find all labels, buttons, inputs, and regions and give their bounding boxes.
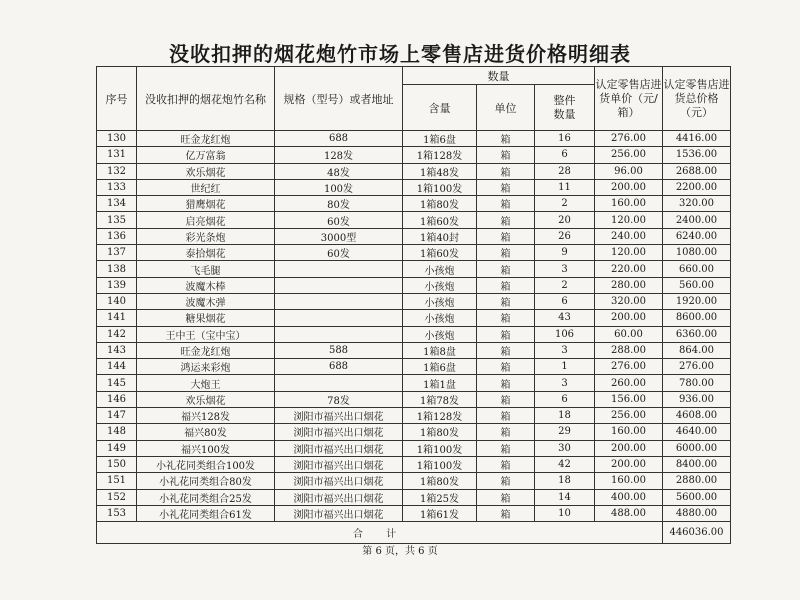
row-unit: 箱	[477, 359, 535, 375]
row-total-price: 8400.00	[663, 456, 731, 472]
row-seq: 150	[97, 456, 137, 472]
row-spec: 浏阳市福兴出口烟花	[275, 489, 403, 505]
row-seq: 131	[97, 147, 137, 163]
row-count: 6	[535, 147, 595, 163]
row-unit: 箱	[477, 179, 535, 195]
row-seq: 152	[97, 489, 137, 505]
header-total-price: 认定零售店进货总价格（元）	[663, 67, 731, 131]
row-total-price: 4640.00	[663, 424, 731, 440]
row-unit-price: 160.00	[595, 424, 663, 440]
row-total-price: 1536.00	[663, 147, 731, 163]
row-name: 猎鹰烟花	[137, 196, 275, 212]
row-unit-price: 160.00	[595, 473, 663, 489]
table-row	[97, 489, 731, 505]
row-spec: 浏阳市福兴出口烟花	[275, 473, 403, 489]
row-count: 29	[535, 424, 595, 440]
row-total-price: 4880.00	[663, 505, 731, 521]
row-spec: 60发	[275, 212, 403, 228]
row-unit-price: 160.00	[595, 196, 663, 212]
row-count: 106	[535, 326, 595, 342]
row-unit: 箱	[477, 245, 535, 261]
price-table	[96, 66, 731, 544]
table-row	[97, 391, 731, 407]
row-unit: 箱	[477, 163, 535, 179]
grand-total: 446036.00	[663, 522, 731, 544]
row-total-price: 5600.00	[663, 489, 731, 505]
row-unit: 箱	[477, 326, 535, 342]
row-content: 1箱128发	[403, 408, 477, 424]
row-content: 小孩炮	[403, 293, 477, 309]
table-row	[97, 228, 731, 244]
row-spec: 48发	[275, 163, 403, 179]
row-content: 1箱6盘	[403, 359, 477, 375]
row-spec: 688	[275, 131, 403, 147]
row-unit: 箱	[477, 375, 535, 391]
row-seq: 133	[97, 179, 137, 195]
row-name: 波魔木弹	[137, 293, 275, 309]
row-total-price: 660.00	[663, 261, 731, 277]
row-total-price: 2880.00	[663, 473, 731, 489]
row-spec: 浏阳市福兴出口烟花	[275, 440, 403, 456]
table-row	[97, 456, 731, 472]
row-unit-price: 488.00	[595, 505, 663, 521]
row-count: 20	[535, 212, 595, 228]
row-content: 1箱78发	[403, 391, 477, 407]
row-name: 小礼花同类组合25发	[137, 489, 275, 505]
row-spec: 浏阳市福兴出口烟花	[275, 505, 403, 521]
row-total-price: 4416.00	[663, 131, 731, 147]
row-count: 9	[535, 245, 595, 261]
row-count: 43	[535, 310, 595, 326]
row-unit-price: 256.00	[595, 147, 663, 163]
row-total-price: 1080.00	[663, 245, 731, 261]
row-name: 彩光条炮	[137, 228, 275, 244]
table-body	[97, 131, 731, 522]
row-name: 糖果烟花	[137, 310, 275, 326]
row-content: 1箱6盘	[403, 131, 477, 147]
row-name: 波魔木棒	[137, 277, 275, 293]
row-unit: 箱	[477, 408, 535, 424]
row-unit: 箱	[477, 489, 535, 505]
row-total-price: 6360.00	[663, 326, 731, 342]
row-name: 王中王（宝中宝）	[137, 326, 275, 342]
row-seq: 136	[97, 228, 137, 244]
row-unit-price: 260.00	[595, 375, 663, 391]
row-count: 18	[535, 408, 595, 424]
row-unit-price: 200.00	[595, 179, 663, 195]
row-name: 启亮烟花	[137, 212, 275, 228]
row-count: 18	[535, 473, 595, 489]
table-row	[97, 261, 731, 277]
row-unit-price: 200.00	[595, 456, 663, 472]
table-row	[97, 326, 731, 342]
row-count: 3	[535, 261, 595, 277]
row-name: 泰拾烟花	[137, 245, 275, 261]
row-count: 26	[535, 228, 595, 244]
row-seq: 146	[97, 391, 137, 407]
row-content: 1箱80发	[403, 473, 477, 489]
row-seq: 145	[97, 375, 137, 391]
row-unit-price: 96.00	[595, 163, 663, 179]
table-row	[97, 212, 731, 228]
row-content: 1箱100发	[403, 456, 477, 472]
row-count: 2	[535, 277, 595, 293]
row-spec	[275, 310, 403, 326]
table-row	[97, 408, 731, 424]
row-spec: 688	[275, 359, 403, 375]
row-seq: 149	[97, 440, 137, 456]
header-spec: 规格（型号）或者地址	[275, 67, 403, 131]
table-row	[97, 196, 731, 212]
row-unit-price: 240.00	[595, 228, 663, 244]
table-row	[97, 424, 731, 440]
row-unit-price: 60.00	[595, 326, 663, 342]
table-row	[97, 163, 731, 179]
header-name: 没收扣押的烟花炮竹名称	[137, 67, 275, 131]
row-total-price: 1920.00	[663, 293, 731, 309]
row-unit: 箱	[477, 424, 535, 440]
row-spec	[275, 375, 403, 391]
row-unit-price: 276.00	[595, 359, 663, 375]
table-row	[97, 179, 731, 195]
row-seq: 140	[97, 293, 137, 309]
row-name: 欢乐烟花	[137, 163, 275, 179]
row-unit-price: 276.00	[595, 131, 663, 147]
row-content: 1箱80发	[403, 196, 477, 212]
row-unit-price: 400.00	[595, 489, 663, 505]
row-name: 小礼花同类组合100发	[137, 456, 275, 472]
row-total-price: 2200.00	[663, 179, 731, 195]
row-content: 1箱100发	[403, 179, 477, 195]
row-unit: 箱	[477, 293, 535, 309]
row-content: 1箱40封	[403, 228, 477, 244]
row-total-price: 780.00	[663, 375, 731, 391]
page-title: 没收扣押的烟花炮竹市场上零售店进货价格明细表	[169, 42, 631, 66]
header-seq: 序号	[97, 67, 137, 131]
table-row	[97, 342, 731, 358]
row-unit-price: 256.00	[595, 408, 663, 424]
row-content: 1箱61发	[403, 505, 477, 521]
row-spec: 80发	[275, 196, 403, 212]
row-unit-price: 280.00	[595, 277, 663, 293]
row-count: 42	[535, 456, 595, 472]
table-row	[97, 505, 731, 521]
row-count: 3	[535, 375, 595, 391]
table-row	[97, 293, 731, 309]
row-unit: 箱	[477, 505, 535, 521]
row-spec: 60发	[275, 245, 403, 261]
row-unit-price: 120.00	[595, 245, 663, 261]
table-row	[97, 359, 731, 375]
row-content: 1箱100发	[403, 440, 477, 456]
row-count: 6	[535, 391, 595, 407]
row-total-price: 560.00	[663, 277, 731, 293]
row-seq: 134	[97, 196, 137, 212]
row-total-price: 864.00	[663, 342, 731, 358]
row-name: 福兴128发	[137, 408, 275, 424]
row-unit-price: 288.00	[595, 342, 663, 358]
row-name: 小礼花同类组合80发	[137, 473, 275, 489]
row-content: 小孩炮	[403, 277, 477, 293]
row-unit: 箱	[477, 456, 535, 472]
row-name: 世纪红	[137, 179, 275, 195]
row-name: 飞毛腿	[137, 261, 275, 277]
row-unit-price: 120.00	[595, 212, 663, 228]
row-unit: 箱	[477, 310, 535, 326]
row-name: 旺金龙红炮	[137, 131, 275, 147]
row-spec: 浏阳市福兴出口烟花	[275, 424, 403, 440]
row-content: 1箱80发	[403, 424, 477, 440]
row-total-price: 276.00	[663, 359, 731, 375]
row-spec: 128发	[275, 147, 403, 163]
row-total-price: 4608.00	[663, 408, 731, 424]
row-name: 旺金龙红炮	[137, 342, 275, 358]
row-content: 1箱8盘	[403, 342, 477, 358]
row-total-price: 8600.00	[663, 310, 731, 326]
row-content: 小孩炮	[403, 310, 477, 326]
row-content: 1箱48发	[403, 163, 477, 179]
row-content: 1箱1盘	[403, 375, 477, 391]
row-count: 16	[535, 131, 595, 147]
row-unit: 箱	[477, 228, 535, 244]
row-spec	[275, 293, 403, 309]
row-seq: 148	[97, 424, 137, 440]
row-count: 6	[535, 293, 595, 309]
row-name: 大炮王	[137, 375, 275, 391]
table-row	[97, 375, 731, 391]
row-spec: 浏阳市福兴出口烟花	[275, 456, 403, 472]
row-seq: 139	[97, 277, 137, 293]
row-unit-price: 220.00	[595, 261, 663, 277]
row-count: 11	[535, 179, 595, 195]
row-unit: 箱	[477, 440, 535, 456]
page-footer: 第 6 页，共 6 页	[362, 546, 438, 557]
row-unit: 箱	[477, 147, 535, 163]
row-spec: 浏阳市福兴出口烟花	[275, 408, 403, 424]
row-content: 1箱128发	[403, 147, 477, 163]
row-seq: 153	[97, 505, 137, 521]
row-total-price: 2688.00	[663, 163, 731, 179]
row-seq: 147	[97, 408, 137, 424]
row-unit: 箱	[477, 342, 535, 358]
row-seq: 142	[97, 326, 137, 342]
row-unit-price: 200.00	[595, 310, 663, 326]
row-total-price: 6000.00	[663, 440, 731, 456]
table-row	[97, 440, 731, 456]
row-unit: 箱	[477, 277, 535, 293]
row-unit: 箱	[477, 391, 535, 407]
row-seq: 151	[97, 473, 137, 489]
row-seq: 135	[97, 212, 137, 228]
row-unit: 箱	[477, 261, 535, 277]
row-spec: 78发	[275, 391, 403, 407]
table-row	[97, 473, 731, 489]
total-label: 合 计	[97, 522, 663, 544]
row-name: 小礼花同类组合61发	[137, 505, 275, 521]
row-seq: 137	[97, 245, 137, 261]
header-unit: 单位	[477, 85, 535, 131]
table-row	[97, 245, 731, 261]
row-unit: 箱	[477, 196, 535, 212]
row-content: 小孩炮	[403, 261, 477, 277]
row-total-price: 2400.00	[663, 212, 731, 228]
row-seq: 143	[97, 342, 137, 358]
row-unit-price: 320.00	[595, 293, 663, 309]
header-unit-price: 认定零售店进货单价（元/箱）	[595, 67, 663, 131]
row-count: 30	[535, 440, 595, 456]
row-name: 欢乐烟花	[137, 391, 275, 407]
row-count: 14	[535, 489, 595, 505]
row-count: 2	[535, 196, 595, 212]
row-seq: 132	[97, 163, 137, 179]
row-seq: 138	[97, 261, 137, 277]
row-name: 鸿运来彩炮	[137, 359, 275, 375]
row-total-price: 936.00	[663, 391, 731, 407]
header-content: 含量	[403, 85, 477, 131]
row-name: 福兴100发	[137, 440, 275, 456]
row-name: 亿万富翁	[137, 147, 275, 163]
row-count: 10	[535, 505, 595, 521]
row-unit-price: 200.00	[595, 440, 663, 456]
header-count: 整件数量	[535, 85, 595, 131]
row-unit: 箱	[477, 473, 535, 489]
table-row	[97, 147, 731, 163]
row-content: 1箱25发	[403, 489, 477, 505]
row-seq: 144	[97, 359, 137, 375]
header-quantity: 数量	[403, 67, 595, 85]
table-row	[97, 310, 731, 326]
row-count: 3	[535, 342, 595, 358]
row-total-price: 320.00	[663, 196, 731, 212]
row-total-price: 6240.00	[663, 228, 731, 244]
row-content: 1箱60发	[403, 212, 477, 228]
row-seq: 141	[97, 310, 137, 326]
row-spec	[275, 261, 403, 277]
row-seq: 130	[97, 131, 137, 147]
row-spec	[275, 277, 403, 293]
row-spec: 3000型	[275, 228, 403, 244]
table-row	[97, 131, 731, 147]
row-content: 1箱60发	[403, 245, 477, 261]
row-unit-price: 156.00	[595, 391, 663, 407]
row-count: 1	[535, 359, 595, 375]
row-name: 福兴80发	[137, 424, 275, 440]
row-spec	[275, 326, 403, 342]
table-row	[97, 277, 731, 293]
row-unit: 箱	[477, 131, 535, 147]
row-content: 小孩炮	[403, 326, 477, 342]
row-unit: 箱	[477, 212, 535, 228]
row-count: 28	[535, 163, 595, 179]
row-spec: 100发	[275, 179, 403, 195]
row-spec: 588	[275, 342, 403, 358]
